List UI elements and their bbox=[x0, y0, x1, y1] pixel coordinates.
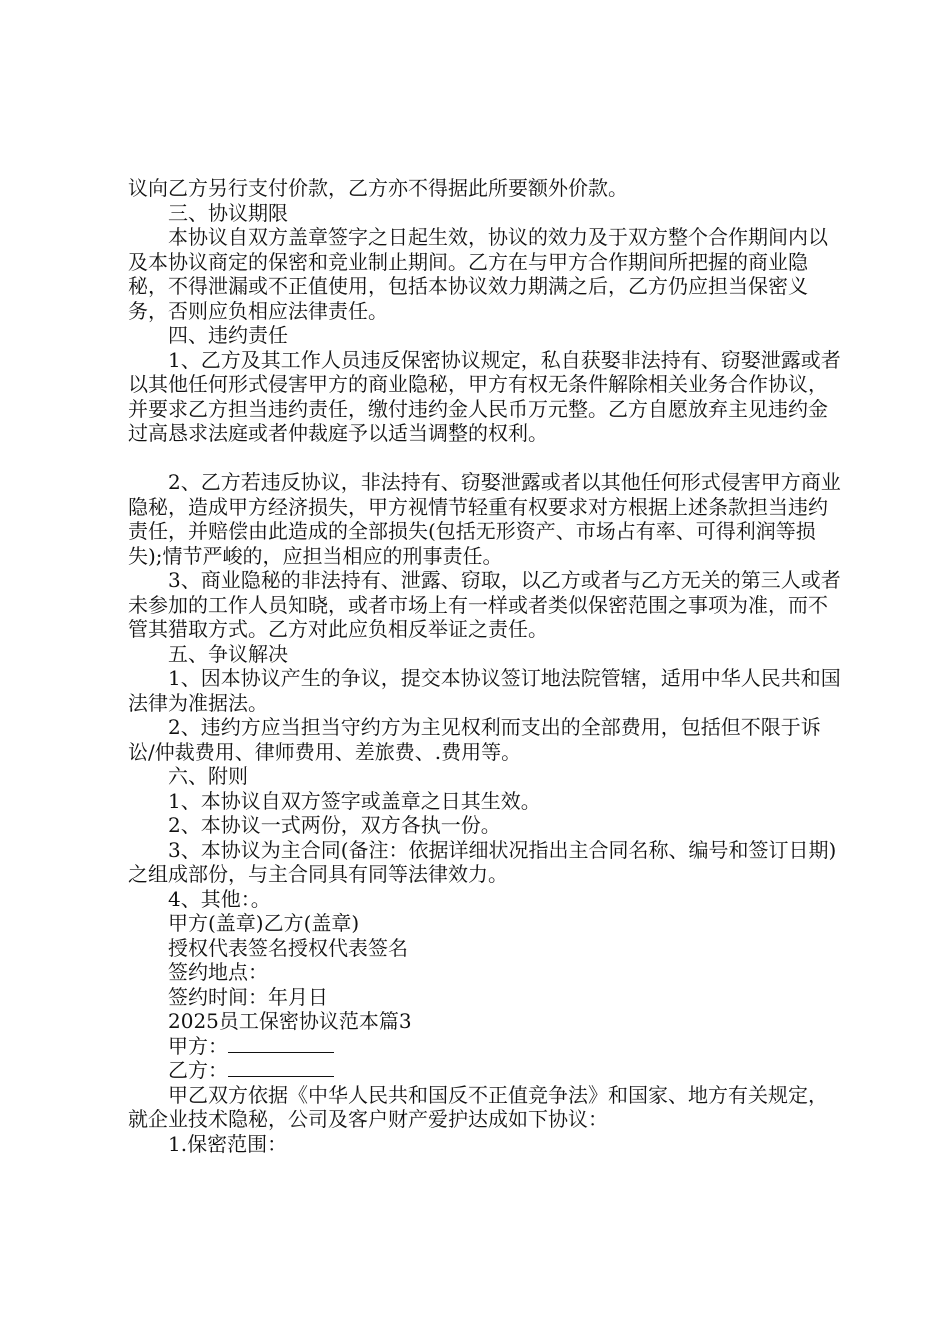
section-heading: 六、附则 bbox=[168, 764, 248, 788]
party-b-blank bbox=[228, 1058, 334, 1077]
signature-parties: 甲方(盖章)乙方(盖章) bbox=[168, 911, 360, 935]
paragraph: 1、乙方及其工作人员违反保密协议规定，私自获娶非法持有、窃娶泄露或者以其他任何形式侵害甲方的商业隐秘，甲方有权无条件解除相关业务合作协议，并要求乙方担当违约责任，缴付违约金人民币万元整。乙方自愿放弃主见违约金过高恳求法庭或者仲裁庭予以适当调整的权利。 bbox=[128, 347, 841, 445]
paragraph: 2、本协议一式两份，双方各执一份。 bbox=[168, 813, 501, 837]
paragraph: 议向乙方另行支付价款，乙方亦不得据此所要额外价款。 bbox=[128, 176, 628, 200]
section-heading: 四、违约责任 bbox=[168, 323, 288, 347]
party-b-line bbox=[128, 1058, 844, 1083]
section-heading: 三、协议期限 bbox=[168, 200, 288, 225]
party-b-label: 乙方： bbox=[168, 1058, 228, 1082]
signature-representatives: 授权代表签名授权代表签名 bbox=[168, 935, 408, 960]
paragraph: 2、乙方若违反协议，非法持有、窃娶泄露或者以其他任何形式侵害甲方商业隐秘，造成甲方经济损失，甲方视情节轻重有权要求对方根据上述条款担当违约责任，并赔偿由此造成的全部损失(包括无形资产、市场占有率、可得利润等损失);情节严峻的，应担当相应的刑事责任。 bbox=[128, 470, 841, 568]
paragraph: 4、其他：。 bbox=[168, 886, 271, 911]
paragraph-spacer bbox=[128, 446, 844, 471]
document-body bbox=[128, 176, 844, 1156]
paragraph: 甲乙双方依据《中华人民共和国反不正值竞争法》和国家、地方有关规定，就企业技术隐秘，公司及客户财产爱护达成如下协议： bbox=[128, 1082, 828, 1131]
paragraph: 本协议自双方盖章签字之日起生效，协议的效力及于双方整个合作期间内以及本协议商定的保密和竞业制止期间。乙方在与甲方合作期间所把握的商业隐秘，不得泄漏或不正值使用，包括本协议效力期满之后，乙方仍应担当保密义务，否则应负相应法律责任。 bbox=[128, 225, 828, 323]
party-a-line bbox=[128, 1034, 844, 1059]
party-a-label: 甲方： bbox=[168, 1033, 228, 1058]
paragraph: 3、商业隐秘的非法持有、泄露、窃取，以乙方或者与乙方无关的第三人或者未参加的工作人员知晓，或者市场上有一样或者类似保密范围之事项为准，而不管其猎取方式。乙方对此应负相反举证之责任。 bbox=[128, 568, 841, 641]
section-heading: 1.保密范围： bbox=[168, 1131, 288, 1156]
party-a-blank bbox=[228, 1034, 334, 1053]
paragraph: 2、违约方应当担当守约方为主见权利而支出的全部费用，包括但不限于诉讼/仲裁费用、律师费用、差旅费、.费用等。 bbox=[128, 715, 821, 764]
paragraph: 1、因本协议产生的争议，提交本协议签订地法院管辖，适用中华人民共和国法律为准据法。 bbox=[128, 666, 841, 715]
paragraph: 3、本协议为主合同(备注：依据详细状况指出主合同名称、编号和签订日期)之组成部份，与主合同具有同等法律效力。 bbox=[128, 837, 837, 886]
signing-date: 签约时间：年月日 bbox=[168, 984, 328, 1009]
section-heading: 五、争议解决 bbox=[168, 641, 288, 666]
document-title: 2025员工保密协议范本篇3 bbox=[168, 1009, 412, 1033]
paragraph: 1、本协议自双方签字或盖章之日其生效。 bbox=[168, 788, 541, 813]
signing-place: 签约地点： bbox=[168, 960, 268, 984]
